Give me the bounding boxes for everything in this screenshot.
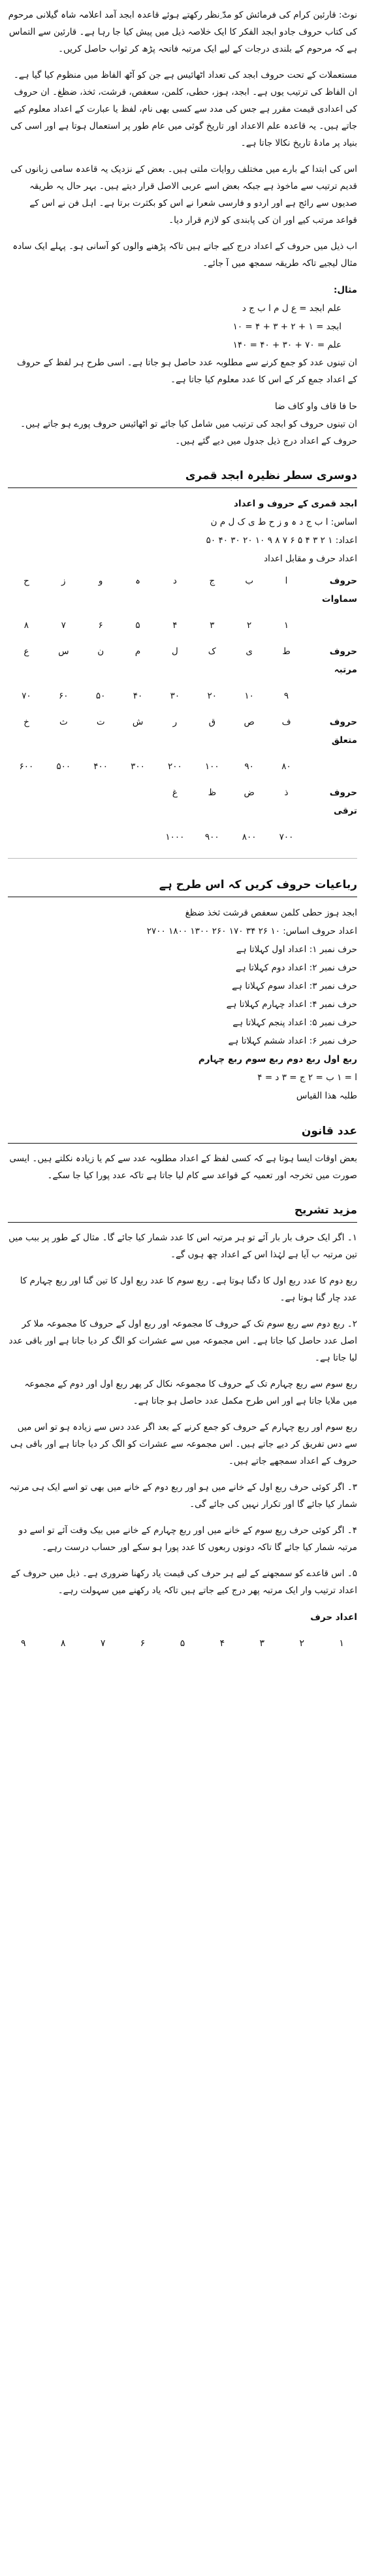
table-cell-value: ۱ [283, 620, 289, 631]
table-cell-value: ۸ [24, 620, 29, 631]
rubai-row: حرف نمبر ۴: اعداد چہارم کہلاتا ہے [226, 999, 357, 1010]
qamari-row: اعداد: ۱ ۲ ۳ ۴ ۵ ۶ ۷ ۸ ۹ ۱۰ ۲۰ ۳۰ ۴۰ ۵۰ [206, 535, 357, 546]
rubai-row: ابجد ہوز حطی کلمن سعفص قرشت ثخذ ضظغ [185, 908, 357, 918]
table-cell-value: ۱۰ [244, 691, 254, 701]
table-row-label [305, 828, 357, 846]
final-number: ۴ [219, 1638, 225, 1649]
paragraph-10: ربع سوم سے ربع چہارم تک کے حروف کا مجموعہ نکال کر پھر ربع اول اور دوم کے مجموعہ میں ملایا جاتا ہے اور اس طرح مکمل عدد حاصل ہو جاتا ہے۔ [24, 1379, 357, 1406]
table-cell-letter: غ [172, 787, 178, 798]
paragraph-5: ان تینوں حروف کو ابجد کی ترتیب میں شامل کیا جائے تو اٹھائیس حروف پورے ہو جاتے ہیں۔ حروف کے اعداد درج ذیل جدول میں دیے گئے ہیں۔ [20, 419, 357, 446]
table-cell-letter: د [172, 576, 177, 586]
intro-note: نوٹ: قارئین کرام کی فرمائش کو مدّ ِنظر رکھتے ہوئے قاعدہ ابجد آمد اعلامہ شاہ گیلانی مرحوم کی کتاب حروف جادو ابجد الفکر کا ایک خلاصہ ذیل میں پیش کیا جا رہا ہے۔ قارئین سے التماس ہے کہ مرحوم کے بلندی درجات کے لیے ایک مرتبہ فاتحہ پڑھ کر ثواب حاصل کریں۔ [8, 10, 357, 54]
table-cell-value: ۹۰۰ [204, 832, 219, 842]
paragraph-7: ۱۔ اگر ایک حرف بار بار آئے تو ہر مرتبہ اس کا عدد شمار کیا جائے گا۔ مثال کے طور پر ببب میں تین مرتبہ ب آیا ہے لہٰذا اس کے اعداد چھ ہوں گے۔ [8, 1232, 357, 1260]
example-row: ابجد = ۱ + ۲ + ۳ + ۴ = ۱۰ [232, 322, 341, 332]
final-number: ۹ [21, 1638, 26, 1649]
quarters-row: ربع اول ربع دوم ربع سوم ربع چہارم [198, 1054, 357, 1065]
final-number: ۷ [100, 1638, 106, 1649]
table-cell-letter: ک [208, 646, 216, 657]
table-cell-letter: ا [285, 576, 288, 586]
table-cell-value: ۵۰ [95, 691, 106, 701]
table-cell-letter: ت [96, 717, 105, 727]
table-cell-letter: س [58, 646, 69, 657]
table-cell-value: ۳۰ [170, 691, 180, 701]
quarters-values: ا = ۱ ب = ۲ ج = ۳ د = ۴ [257, 1072, 357, 1083]
table-cell-value: ۳۰۰ [131, 761, 145, 772]
table-cell-letter [119, 784, 157, 820]
qamari-row: اساس: ا ب ج د ہ و ز ح ط ی ک ل م ن [210, 517, 357, 527]
example-label: مثال: [333, 285, 357, 295]
final-number: ۵ [180, 1638, 185, 1649]
table-cell-value: ۴۰ [133, 691, 143, 701]
paragraph-1: مستعملات کے تحت حروف ابجد کی تعداد اٹھائیس ہے جن کو آٹھ الفاظ میں منظوم کیا گیا ہے۔ ان الفاظ کی ترتیب یوں ہے۔ ابجد، ہوز، حطی، کلمن، سعفص، قرشت، ثخذ، ضظغ۔ ان حروف کی اعدادی قیمت مقرر ہے جس کی مدد سے کسی بھی نام، لفظ یا عبارت کے اعداد معلوم کیے جاتے ہیں۔ یہ قاعدہ علم الاعداد اور تاریخ گوئی میں عام طور پر استعمال ہوتا ہے اور اسی کی بنیاد پر مادۂ تاریخ نکالا جاتا ہے۔ [10, 70, 357, 148]
table-cell-value [45, 828, 82, 846]
table-cell-value: ۶۰۰ [19, 761, 34, 772]
qamari-row: اعداد حرف و مقابل اعداد [264, 553, 357, 564]
rubai-row: حرف نمبر ۱: اعداد اول کہلاتا ہے [236, 944, 357, 955]
table-row-letters [8, 572, 357, 608]
rubai-row: حرف نمبر ۵: اعداد پنجم کہلاتا ہے [232, 1017, 357, 1028]
rubai-row: حرف نمبر ۲: اعداد دوم کہلاتا ہے [235, 963, 357, 973]
table-cell-letter: ہ [135, 576, 141, 586]
table-cell-value [82, 828, 119, 846]
table-cell-value: ۸۰۰ [242, 832, 257, 842]
document-page [8, 7, 357, 2568]
rubai-row: اعداد حروف اساس: ۱۰ ۲۶ ۳۴ ۱۷۰ ۲۶۰ ۱۳۰۰ ۱۸۰۰ ۲۷۰۰ [146, 926, 357, 936]
table-row-label: حروف متعلق [329, 717, 357, 746]
paragraph-4: ان تینوں عدد کو جمع کرنے سے مطلوبہ عدد حاصل ہو جاتا ہے۔ اسی طرح ہر لفظ کے حروف کے اعداد جمع کر کے اس کا عدد معلوم کیا جاتا ہے۔ [17, 357, 357, 385]
table-cell-letter: ر [172, 717, 178, 727]
paragraph-6: بعض اوقات ایسا ہوتا ہے کہ کسی لفظ کے اعداد مطلوبہ عدد سے کم یا زیادہ نکلتے ہیں۔ ایسی صورت میں تخرجہ اور تعمیہ کے قواعد سے کام لیا جاتا ہے تاکہ عدد پورا کیا جا سکے۔ [9, 1153, 357, 1181]
final-number: ۱ [339, 1638, 344, 1649]
table-cell-letter: ص [244, 717, 255, 727]
table-cell-value: ۷۰ [22, 691, 31, 701]
table-cell-letter [82, 784, 119, 820]
table-cell-value: ۱۰۰۰ [165, 832, 185, 842]
table-cell-letter: ن [97, 646, 104, 657]
table-cell-value: ۵۰۰ [56, 761, 71, 772]
paragraph-14: ۵۔ اس قاعدے کو سمجھنے کے لیے ہر حرف کی قیمت یاد رکھنا ضروری ہے۔ ذیل میں حروف کے اعداد ترتیب وار ایک مرتبہ پھر درج کیے جاتے ہیں تاکہ یاد رکھنے میں سہولت رہے۔ [10, 1568, 357, 1596]
table-cell-letter: ج [209, 576, 215, 586]
table-cell-value [8, 828, 45, 846]
section-subheading: ابجد قمری کے حروف و اعداد [234, 499, 357, 509]
table-cell-letter: ذ [284, 787, 289, 798]
table-cell-letter: و [98, 576, 103, 586]
table-cell-value: ۸۰ [281, 761, 291, 772]
rubai-row: حرف نمبر ۶: اعداد ششم کہلاتا ہے [228, 1036, 357, 1046]
table-cell-value: ۲ [247, 620, 252, 631]
final-number: ۶ [140, 1638, 146, 1649]
table-row-label: حروف مرتبہ [329, 646, 357, 675]
table-cell-letter: ی [246, 646, 253, 657]
table-row-label [305, 757, 357, 776]
table-cell-value: ۶۰ [59, 691, 69, 701]
example-row: علم = ۷۰ + ۳۰ + ۴۰ = ۱۴۰ [232, 340, 341, 350]
table-cell-letter: ف [281, 717, 291, 727]
divider [8, 858, 357, 859]
table-cell-letter: ب [245, 576, 254, 586]
table-row-letters [8, 784, 357, 820]
table-cell-letter: ح [24, 576, 29, 586]
table-cell-letter: ل [172, 646, 178, 657]
table-cell-value: ۵ [135, 620, 140, 631]
table-cell-letter: ظ [208, 787, 217, 798]
closing-line: طلبہ ھذا القیاس [296, 1091, 357, 1101]
final-number: ۸ [60, 1638, 66, 1649]
final-number-row [21, 1638, 344, 1649]
table-cell-letter: ع [24, 646, 29, 657]
section-heading: عدد قانون [8, 1122, 357, 1144]
final-label: اعداد حرف [310, 1612, 357, 1623]
paragraph-9: ۲۔ ربع دوم سے ربع سوم تک کے حروف کا مجموعہ اور ربع اول کے حروف کا مجموعہ ملا کر اصل عدد حاصل کیا جاتا ہے۔ اس مجموعہ میں سے عشرات کو الگ کر دیا جاتا ہے اور باقی عدد لیا جاتا ہے۔ [8, 1319, 357, 1363]
table-cell-letter: ث [59, 717, 68, 727]
table-cell-value: ۷۰۰ [279, 832, 294, 842]
table-row-letters [8, 713, 357, 750]
table-cell-value: ۲۰۰ [168, 761, 182, 772]
rubai-row: حرف نمبر ۳: اعداد سوم کہلاتا ہے [232, 981, 357, 991]
paragraph-11: ربع سوم اور ربع چہارم کے حروف کو جمع کرنے کے بعد اگر عدد دس سے زیادہ ہو تو اس میں سے دس تفریق کر دیے جاتے ہیں۔ اس مجموعہ سے عشرات کو الگ کر دیا جاتا ہے اور باقی ہی حروف کے اعداد سمجھے جاتے ہیں۔ [10, 1422, 357, 1466]
table-cell-letter [8, 784, 45, 820]
paragraph-8: ربع دوم کا عدد ربع اول کا دگنا ہوتا ہے۔ ربع سوم کا عدد ربع اول کا تین گنا اور ربع چہارم کا عدد چار گنا ہوتا ہے۔ [20, 1276, 357, 1303]
table-cell-value: ۷ [61, 620, 66, 631]
table-cell-value: ۹۰ [244, 761, 254, 772]
table-row-label [305, 687, 357, 705]
table-row-values [8, 757, 357, 776]
table-cell-letter: ط [282, 646, 291, 657]
table-cell-letter: خ [24, 717, 29, 727]
table-cell-value: ۴ [172, 620, 178, 631]
table-row-values [8, 616, 357, 635]
table-cell-value: ۴۰۰ [93, 761, 108, 772]
table-cell-letter: ق [208, 717, 216, 727]
table-cell-value [119, 828, 157, 846]
table-cell-letter [45, 784, 82, 820]
final-number: ۳ [259, 1638, 265, 1649]
table-cell-value: ۶ [98, 620, 103, 631]
table-row-letters [8, 642, 357, 679]
paragraph-13: ۴۔ اگر کوئی حرف ربع سوم کے خانے میں اور ربع چہارم کے خانے میں بیک وقت آئے تو اسے دو مرتبہ شمار کیا جائے گا تاکہ دونوں ربعوں کا عدد پورا ہو سکے اور حساب درست رہے۔ [18, 1525, 357, 1553]
table-cell-letter: ش [132, 717, 144, 727]
table-cell-letter: م [135, 646, 141, 657]
table-cell-value: ۳ [210, 620, 215, 631]
section-heading: مزید تشریح [8, 1201, 357, 1223]
final-number: ۲ [299, 1638, 304, 1649]
example-row: علم ابجد = ع ل م ا ب ج د [242, 303, 341, 314]
table-row-label: حروف ترقی [329, 787, 357, 816]
table-row-values [8, 687, 357, 705]
table-cell-letter: ز [61, 576, 66, 586]
paragraph-12: ۳۔ اگر کوئی حرف ربع اول کے خانے میں ہو اور ربع دوم کے خانے میں بھی تو اسے ایک ہی مرتبہ شمار کیا جائے گا اور تکرار نہیں کی جائے گی۔ [9, 1482, 357, 1510]
paragraph-2: اس کی ابتدا کے بارے میں مختلف روایات ملتی ہیں۔ بعض کے نزدیک یہ قاعدہ سامی زبانوں کی قدیم ترتیب سے ماخوذ ہے جبکہ بعض اسے عربی الاصل قرار دیتے ہیں۔ بہر حال یہ طریقہ صدیوں سے رائج ہے اور اردو و فارسی شعرا نے اس کو بکثرت برتا ہے۔ اہل فن نے اس کے قواعد مرتب کیے اور ان کی پابندی کو لازم قرار دیا۔ [10, 164, 357, 225]
section-heading: دوسری سطر نظیرہ ابجد قمری [8, 467, 357, 488]
table-cell-value: ۲۰ [207, 691, 217, 701]
table-row-label [305, 616, 357, 635]
table-cell-value: ۹ [283, 691, 289, 701]
table-cell-value: ۱۰۰ [204, 761, 219, 772]
letters-table [8, 572, 357, 846]
table-cell-letter: ض [244, 787, 255, 798]
table-row-label: حروف سماوات [322, 576, 357, 604]
paragraph-3: اب ذیل میں حروف کے اعداد درج کیے جاتے ہیں تاکہ پڑھنے والوں کو آسانی ہو۔ پہلے ایک سادہ مثال لیجیے تاکہ طریقہ سمجھ میں آ جائے۔ [12, 241, 357, 269]
table-row-values [8, 828, 357, 846]
section-heading: رباعیات حروف کریں کہ اس طرح ہے [8, 876, 357, 897]
letters-row: حا فا قاف واو کاف ضا [275, 401, 357, 412]
